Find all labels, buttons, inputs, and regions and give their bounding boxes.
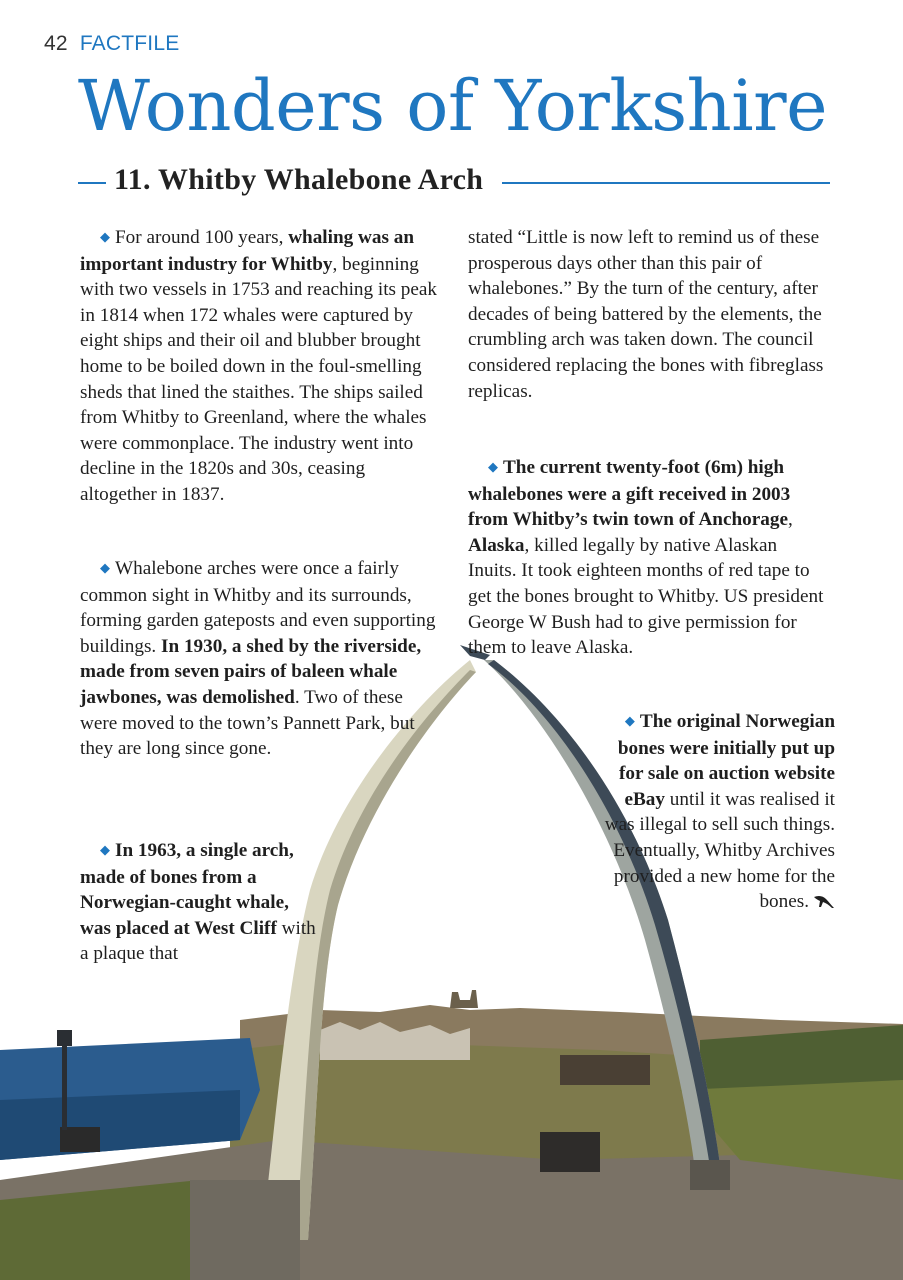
running-head [44,32,179,56]
blue-diamond-icon: ◆ [100,842,110,857]
blue-diamond-icon: ◆ [624,713,635,728]
whale-tail-icon [813,893,835,909]
arch-base-left [190,1180,300,1280]
bench-left [60,1127,100,1152]
abbey-silhouette [450,990,478,1008]
article-subtitle: 11. Whitby Whalebone Arch [114,163,484,196]
bench-back [560,1055,650,1085]
paragraph-whaling-history: ◆ For around 100 years, whaling was an important industry for Whitby, beginning with two vessels in 1753 and reaching its peak in 1814 when 172 whales were captured by eight ships and their oil and blubber brought home to be boiled down in the foul-smelling sheds that lined the staithes. The ships sailed from Whitby to Greenland, where the whales were commonplace. The industry went into decline in the 1820s and 30s, ceasing altogether in 1837. [80,227,438,505]
paragraph-original-bones: ◆ The original Norwegian bones were initially put up for sale on auction website eBay until it was realised it was illegal to sell such things. Eventually, Whitby Archives provided a new home for the bones. [604,711,835,913]
bench-center [540,1132,600,1172]
paragraph-plaque-continued: stated “Little is now left to remind us of these prosperous days other than this pair of whalebones.” By the turn of the century, after decades of being battered by the elements, the crumbling arch was taken down. The council considered replacing the bones with fibreglass replicas. [468,227,824,402]
lamp-post [62,1040,67,1130]
arch-base-right [690,1160,730,1190]
paragraph-whalebone-arches: ◆ Whalebone arches were once a fairly common sight in Whitby and its surrounds, forming garden gateposts and even supporting buildings. In 1930, a shed by the riverside, made from seven pairs of baleen whale jawbones, was demolished. Two of these were moved to the town’s Pannett Park, but they are long since gone. [80,558,436,760]
paragraph-current-whalebones: ◆ The current twenty-foot (6m) high whalebones were a gift received in 2003 from Whitby’s twin town of Anchorage, Alaska, killed legally by native Alaskan Inuits. It took eighteen months of red tape to get the bones brought to Whitby. US president George W Bush had to give permission for them to leave Alaska. [468,457,824,659]
subtitle-row [78,163,830,203]
subtitle-rule-left [78,182,106,184]
section-label: FACTFILE [79,32,180,55]
subtitle-rule-right [502,182,830,184]
blue-diamond-icon: ◆ [100,229,110,244]
paragraph-1963-arch: ◆ In 1963, a single arch, made of bones from a Norwegian-caught whale, was placed at West Cliff with a plaque that [80,840,316,965]
sea-dark [0,1090,240,1160]
lamp-head [57,1030,72,1046]
blue-diamond-icon: ◆ [100,560,110,575]
blue-diamond-icon: ◆ [488,459,498,474]
page-title: Wonders of Yorkshire [78,65,828,147]
page-number: 42 [44,32,68,55]
